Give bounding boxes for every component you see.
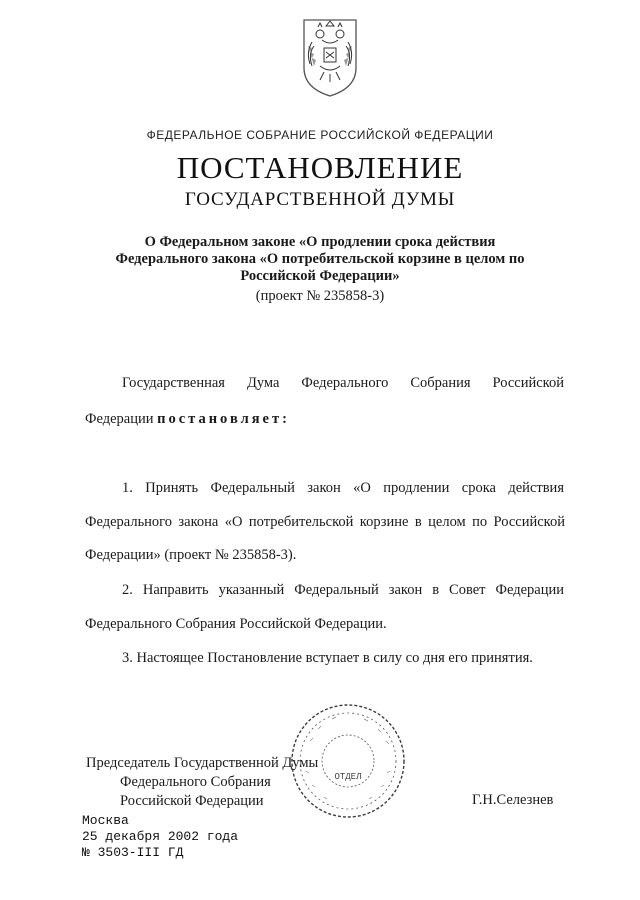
stamp-text: ОТДЕЛ — [334, 772, 362, 782]
footer-date: 25 декабря 2002 года — [82, 829, 239, 844]
coat-of-arms-icon — [298, 16, 362, 98]
document-subject — [0, 234, 640, 285]
signatory-name: Г.Н.Селезнев — [472, 792, 554, 808]
footer-number: № 3503-III ГД — [82, 845, 184, 860]
subject-line: Федерального закона «О потребительской корзине в целом по — [115, 251, 525, 267]
document-subtitle: ГОСУДАРСТВЕННОЙ ДУМЫ — [184, 189, 456, 210]
signature-block — [86, 754, 318, 811]
point-1-line-2: Федерального закона «О потребительской корзине в целом по Российской — [85, 514, 565, 530]
point-2-line-1: 2. Направить указанный Федеральный закон в Совет Федерации — [122, 582, 564, 598]
point-1-line-3: Федерации» (проект № 235858-3). — [85, 547, 297, 563]
signature-title-line: Председатель Государственной Думы — [86, 755, 319, 771]
intro-line-2 — [85, 411, 565, 428]
footer-city: Москва — [82, 813, 129, 828]
parliament-name: ФЕДЕРАЛЬНОЕ СОБРАНИЕ РОССИЙСКОЙ ФЕДЕРАЦИИ — [146, 128, 494, 142]
signature-title-line: Федерального Собрания — [120, 774, 271, 790]
point-2-line-2: Федерального Собрания Российской Федерации. — [85, 616, 387, 632]
signature-title-line: Российской Федерации — [120, 793, 264, 809]
resolves-word: постановляет: — [157, 411, 290, 427]
point-3-line-1: 3. Настоящее Постановление вступает в силу со дня его принятия. — [122, 650, 533, 666]
intro-prefix: Федерации — [85, 411, 158, 427]
subject-line: Российской Федерации» — [240, 268, 400, 284]
document-footer — [82, 813, 238, 861]
document-title: ПОСТАНОВЛЕНИЕ — [176, 150, 464, 185]
subject-line: О Федеральном законе «О продлении срока действия — [144, 234, 496, 250]
intro-line-1: Государственная Дума Федерального Собрания Российской — [122, 375, 564, 391]
project-number: (проект № 235858-3) — [255, 288, 385, 304]
point-1-line-1: 1. Принять Федеральный закон «О продлении срока действия — [122, 480, 564, 496]
